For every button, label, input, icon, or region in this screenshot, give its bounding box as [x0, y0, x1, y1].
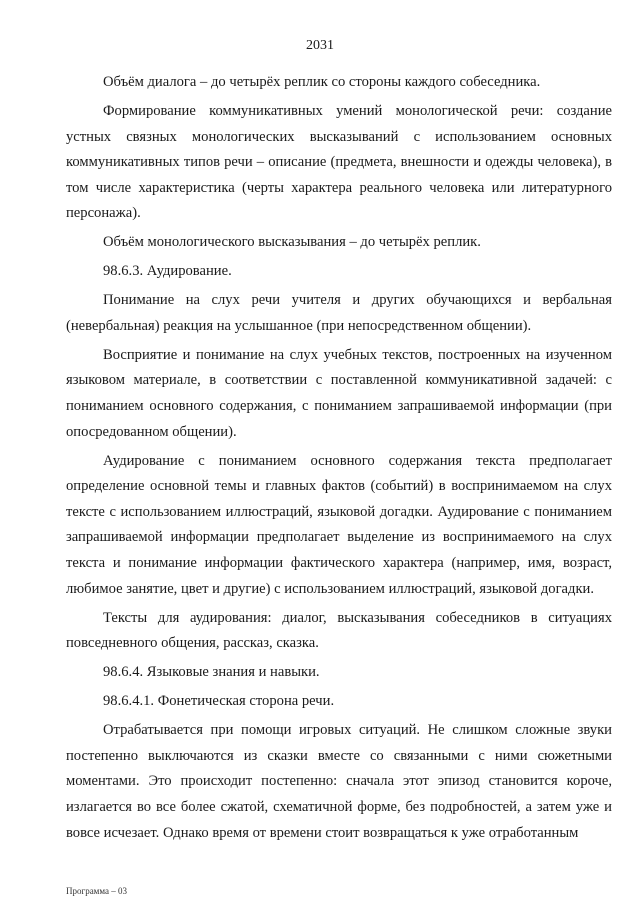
document-body — [66, 70, 612, 850]
section-heading-language-knowledge: 98.6.4. Языковые знания и навыки. — [103, 664, 320, 681]
paragraph-listening-understanding: Понимание на слух речи учителя и других обучающихся и вербальная (невербальная) реакция на услышанное (при непосредственном общении). — [66, 292, 612, 334]
page-footer: Программа – 03 — [66, 886, 128, 896]
paragraph-listening-main-content: Аудирование с пониманием основного содержания текста предполагает определение основной темы и главных фактов (событий) в воспринимаемом на слух тексте с использованием иллюстраций, языковой догадки. Аудирование с пониманием запрашиваемой информации предполагает выделение из воспринимаемого на слух текста и понимание информации фактического характера (например, имя, возраст, любимое занятие, цвет и другие) с использованием иллюстраций, языковой догадки. — [66, 452, 612, 597]
paragraph-dialog-volume: Объём диалога – до четырёх реплик со стороны каждого собеседника. — [103, 74, 541, 90]
page-number: 2031 — [306, 38, 334, 53]
paragraph-monologue-volume: Объём монологического высказывания – до четырёх реплик. — [103, 234, 481, 251]
paragraph-phonetics-practice: Отрабатывается при помощи игровых ситуаций. Не слишком сложные звуки постепенно выключаются из сказки вместе со связанными с ними сюжетными моментами. Это происходит постепенно: сначала этот эпизод становится короче, излагается во все более сжатой, схематичной форме, без подробностей, а затем уже и вовсе исчезает. Однако время от времени стоит возвращаться к уже отработанным — [66, 722, 612, 841]
paragraph-listening-texts: Тексты для аудирования: диалог, высказывания собеседников в ситуациях повседневного общения, рассказ, сказка. — [66, 609, 612, 652]
paragraph-monologue-skills: Формирование коммуникативных умений монологической речи: создание устных связных монологических высказываний с использованием основных коммуникативных типов речи – описание (предмета, внешности и одежды человека), в том числе характеристика (черты характера реального человека или литературного персонажа). — [66, 102, 612, 222]
section-heading-phonetics: 98.6.4.1. Фонетическая сторона речи. — [103, 693, 335, 710]
paragraph-listening-perception: Восприятие и понимание на слух учебных текстов, построенных на изученном языковом материале, в соответствии с поставленной коммуникативной задачей: с пониманием основного содержания, с пониманием запрашиваемой информации (при опосредованном общении). — [66, 346, 612, 440]
section-heading-listening: 98.6.3. Аудирование. — [103, 263, 232, 280]
